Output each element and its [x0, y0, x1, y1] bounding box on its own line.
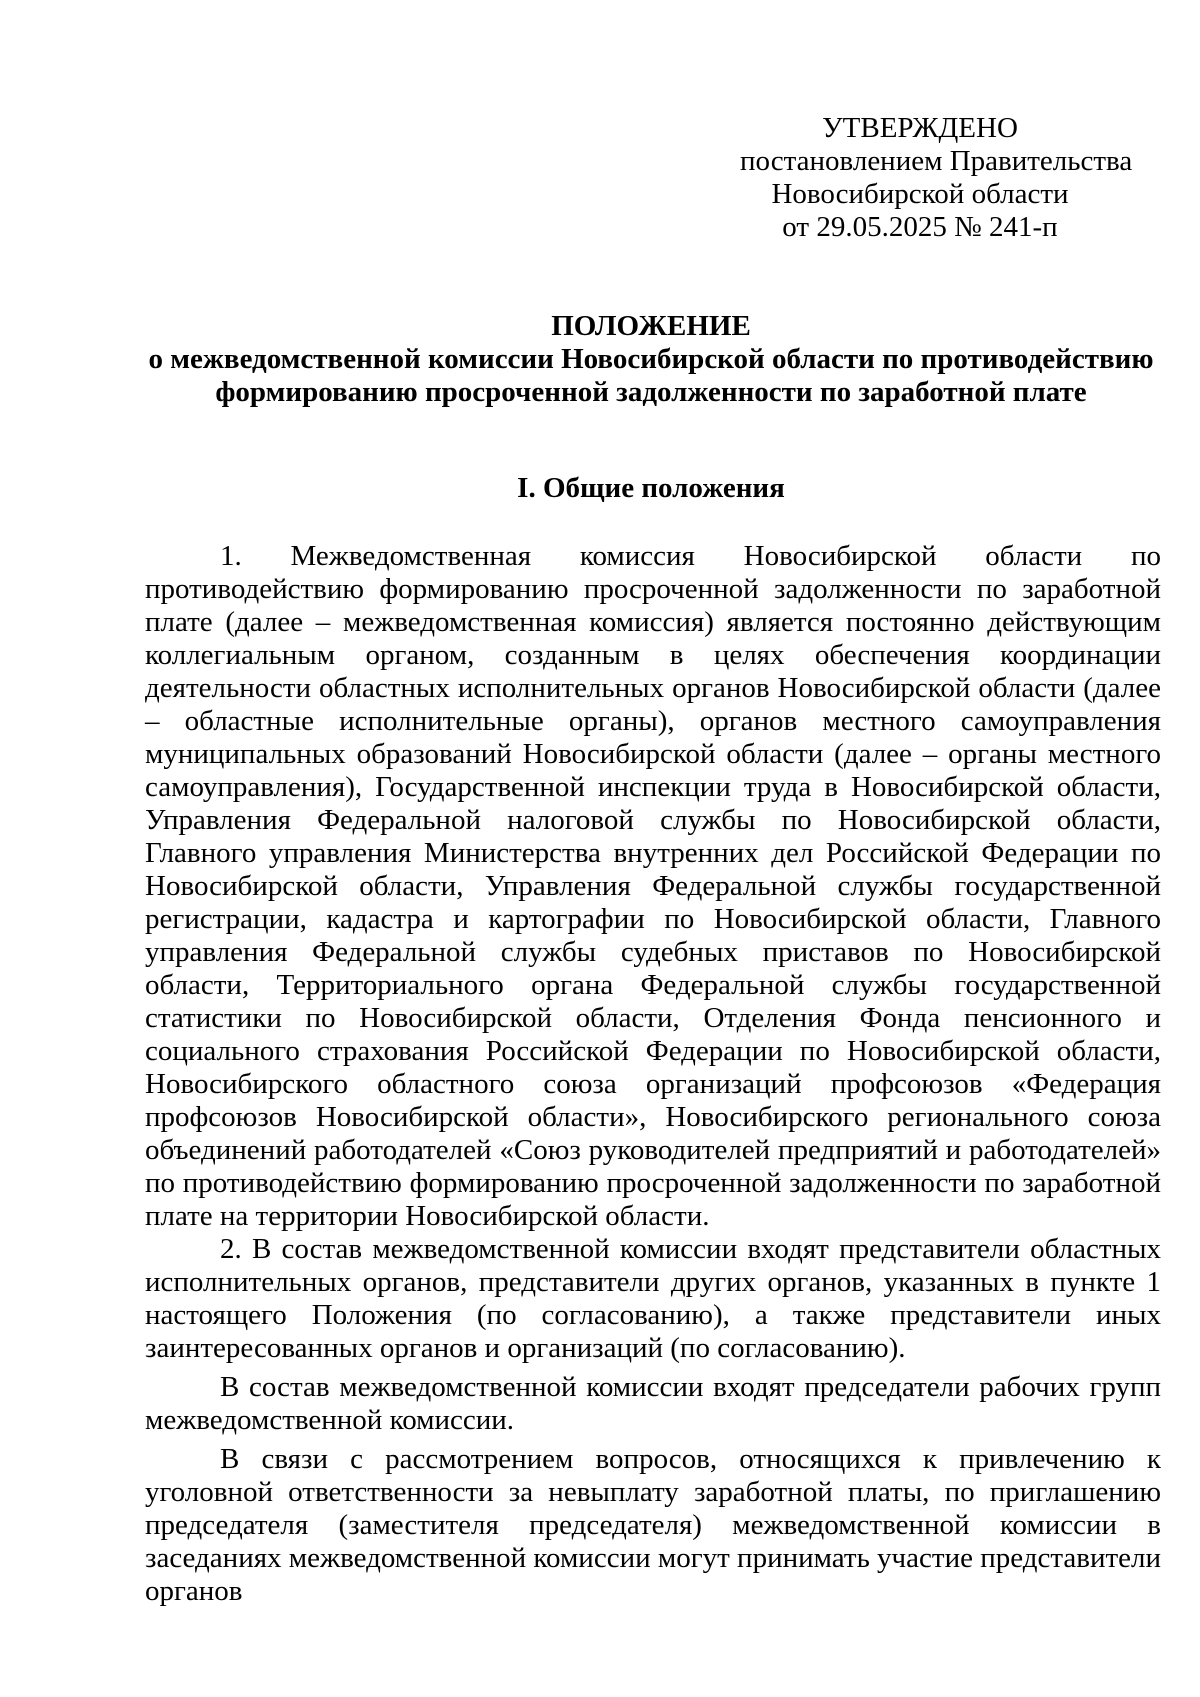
document-subtitle-line-2: формированию просроченной задолженности по заработной плате	[215, 376, 1087, 408]
document-title: ПОЛОЖЕНИЕ	[551, 310, 751, 342]
approval-line-resolution: постановлением Правительства	[740, 145, 1133, 177]
document-body	[145, 540, 1161, 1608]
approval-heading: УТВЕРЖДЕНО	[822, 112, 1018, 144]
approval-line-date-number: от 29.05.2025 № 241-п	[782, 211, 1058, 243]
paragraph-working-groups: В состав межведомственной комиссии входят председатели рабочих групп межведомственной комиссии.	[145, 1371, 1161, 1436]
paragraph-invited-participants: В связи с рассмотрением вопросов, относящихся к привлечению к уголовной ответственности за невыплату заработной платы, по приглашению председателя (заместителя председателя) межведомственной комиссии в заседаниях межведомственной комиссии могут принимать участие представители органов	[145, 1443, 1161, 1607]
paragraph-item-2: 2. В состав межведомственной комиссии входят представители областных исполнительных органов, представители других органов, указанных в пункте 1 настоящего Положения (по согласованию), а также представители иных заинтересованных органов и организаций (по согласованию).	[145, 1233, 1161, 1364]
section-heading: I. Общие положения	[517, 472, 785, 504]
approval-stamp-block	[740, 112, 1133, 244]
document-title-block	[120, 310, 1182, 409]
document-subtitle-line-1: о межведомственной комиссии Новосибирской области по противодействию	[148, 343, 1154, 375]
paragraph-item-1: 1. Межведомственная комиссия Новосибирской области по противодействию формированию просроченной задолженности по заработной плате (далее – межведомственная комиссия) является постоянно действующим коллегиальным органом, созданным в целях обеспечения координации деятельности областных исполнительных органов Новосибирской области (далее – областные исполнительные органы), органов местного самоуправления муниципальных образований Новосибирской области (далее – органы местного самоуправления), Государственной инспекции труда в Новосибирской области, Управления Федеральной налоговой службы по Новосибирской области, Главного управления Министерства внутренних дел Российской Федерации по Новосибирской области, Управления Федеральной службы государственной регистрации, кадастра и картографии по Новосибирской области, Главного управления Федеральной службы судебных приставов по Новосибирской области, Территориального органа Федеральной службы государственной статистики по Новосибирской области, Отделения Фонда пенсионного и социального страхования Российской Федерации по Новосибирской области, Новосибирского областного союза организаций профсоюзов «Федерация профсоюзов Новосибирской области», Новосибирского регионального союза объединений работодателей «Союз руководителей предприятий и работодателей» по противодействию формированию просроченной задолженности по заработной плате на территории Новосибирской области.	[145, 540, 1161, 1232]
approval-line-region: Новосибирской области	[771, 178, 1069, 210]
